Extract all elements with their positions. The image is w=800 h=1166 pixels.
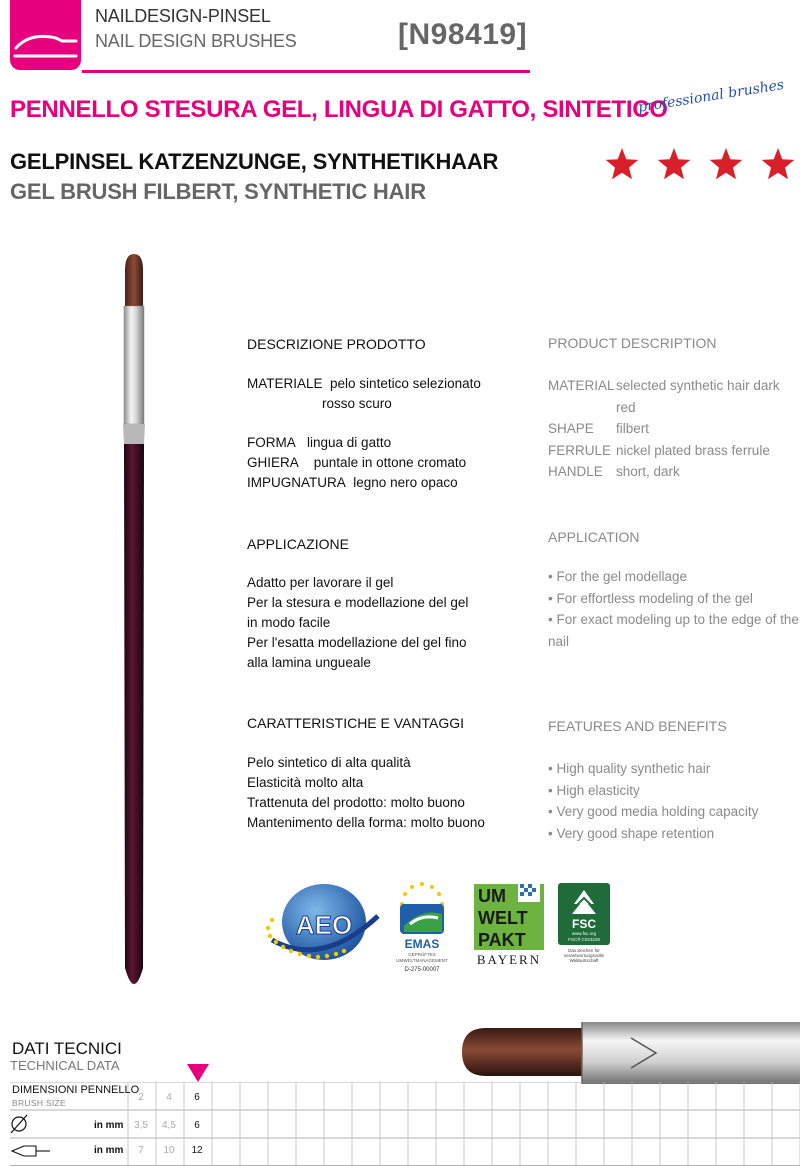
product-code: [N98419]	[398, 18, 528, 51]
list-item: • High quality synthetic hair	[548, 761, 711, 776]
material-value-en: selected synthetic hair dark	[616, 378, 780, 393]
fsc-note-2: verantwortungsvolle	[563, 953, 605, 958]
umweltpakt-bayern-logo	[472, 880, 546, 968]
fsc-note-1: Das Zeichen für	[568, 948, 600, 953]
list-item: Adatto per lavorare il gel	[247, 575, 394, 590]
emas-text: EMAS	[404, 937, 440, 951]
selected-size-marker-icon	[186, 1063, 210, 1083]
material-value-it: pelo sintetico selezionato	[330, 376, 481, 391]
diameter-value-selected: 6	[194, 1120, 200, 1131]
fsc-text: FSC	[572, 917, 596, 931]
properties-en	[548, 375, 780, 483]
size-value: 2	[138, 1092, 144, 1103]
brand-logo	[10, 0, 81, 70]
list-item: nail	[548, 633, 570, 649]
handle-value-en: short, dark	[616, 464, 680, 479]
application-heading-it: APPLICAZIONE	[247, 536, 349, 552]
features-list-it	[247, 753, 485, 833]
length-unit: in mm	[94, 1145, 124, 1156]
brush-closeup-image	[456, 1018, 800, 1090]
ferrule-key-en: FERRULE	[548, 442, 612, 458]
list-item: • Very good media holding capacity	[548, 804, 759, 819]
header-category-de: NAILDESIGN-PINSEL	[95, 6, 271, 26]
umwelt-text-2: WELT	[478, 908, 528, 928]
umwelt-text-3: PAKT	[478, 930, 526, 950]
list-item: Mantenimento della forma: molto buono	[247, 815, 485, 830]
title-italian: PENNELLO STESURA GEL, LINGUA DI GATTO, SINTETICO	[10, 96, 668, 123]
fsc-logo	[556, 880, 614, 968]
star-icon	[762, 148, 795, 179]
handle-key-it: IMPUGNATURA	[247, 475, 346, 490]
professional-brushes-tagline: professional brushes	[637, 76, 786, 116]
handle-value-it: legno nero opaco	[353, 475, 458, 490]
shape-value-it: lingua di gatto	[307, 435, 392, 450]
list-item: • Very good shape retention	[548, 825, 715, 841]
emas-id: D-275-00007	[404, 967, 440, 973]
list-item: Per la stesura e modellazione del gel	[247, 595, 469, 610]
aeo-logo	[262, 880, 382, 966]
application-heading-en: APPLICATION	[548, 529, 640, 545]
list-item: Trattenuta del prodotto: molto buono	[247, 795, 465, 810]
list-item: in modo facile	[247, 615, 331, 630]
fsc-note-3: Waldwirtschaft	[569, 958, 599, 963]
application-list-en	[548, 566, 799, 652]
list-item: alla lamina ungueale	[247, 655, 371, 670]
fsc-id: FSC® C023228	[568, 937, 600, 942]
emas-sub2: UMWELTMANAGEMENT	[396, 958, 448, 963]
material-value-it-2: rosso scuro	[322, 396, 392, 411]
shape-value-en: filbert	[616, 421, 650, 436]
brush-size-label: DIMENSIONI PENNELLO	[12, 1084, 140, 1096]
emas-sub1: GEPRÜFTES	[408, 952, 436, 957]
ferrule-value-it: puntale in ottone cromato	[313, 455, 467, 470]
header-divider	[82, 70, 530, 73]
star-icon	[658, 148, 691, 179]
handle-key-en: HANDLE	[548, 464, 603, 479]
application-list-it	[247, 573, 468, 673]
length-value: 10	[163, 1145, 175, 1156]
features-list-en	[548, 758, 758, 844]
diameter-icon	[11, 1115, 27, 1133]
star-icon	[710, 148, 743, 179]
material-value-en-2: red	[616, 399, 636, 415]
list-item: • For exact modeling up to the edge of the	[548, 612, 799, 627]
ferrule-value-en: nickel plated brass ferrule	[616, 442, 770, 458]
star-icon	[606, 148, 639, 179]
description-heading-en: PRODUCT DESCRIPTION	[548, 335, 717, 351]
list-item: Pelo sintetico di alta qualità	[247, 755, 411, 770]
aeo-text: AEO	[295, 910, 353, 940]
list-item: Per l'esatta modellazione del gel fino	[247, 635, 467, 650]
material-it	[247, 374, 481, 414]
description-heading-it: DESCRIZIONE PRODOTTO	[247, 336, 426, 352]
properties-it	[247, 433, 466, 493]
list-item: Elasticità molto alta	[247, 775, 364, 790]
technical-data-title: DATI TECNICI	[12, 1039, 122, 1058]
features-heading-en: FEATURES AND BENEFITS	[548, 718, 727, 734]
diameter-value: 3,5	[134, 1120, 148, 1131]
diameter-unit: in mm	[94, 1120, 124, 1131]
umwelt-text-4: BAYERN	[476, 952, 542, 967]
brush-product-image	[112, 248, 152, 998]
list-item: • High elasticity	[548, 782, 640, 798]
features-heading-it: CARATTERISTICHE E VANTAGGI	[247, 715, 465, 731]
diameter-value: 4,5	[162, 1120, 176, 1131]
material-key-it: MATERIALE	[247, 376, 323, 391]
rating-stars	[604, 145, 800, 185]
ferrule-key-it: GHIERA	[247, 455, 299, 470]
brush-size-sublabel: BRUSH SIZE	[12, 1098, 67, 1108]
umwelt-text-1: UM	[478, 886, 506, 906]
length-value-selected: 12	[191, 1145, 203, 1156]
fsc-web: www.fsc.org	[571, 931, 597, 936]
material-key-en: MATERIAL	[548, 378, 615, 393]
length-icon	[12, 1146, 50, 1156]
emas-logo	[392, 880, 452, 975]
list-item: • For effortless modeling of the gel	[548, 590, 753, 606]
technical-data-subtitle: TECHNICAL DATA	[10, 1058, 120, 1073]
title-german: GELPINSEL KATZENZUNGE, SYNTHETIKHAAR	[10, 149, 499, 174]
size-value: 4	[166, 1092, 172, 1103]
title-english: GEL BRUSH FILBERT, SYNTHETIC HAIR	[10, 179, 426, 204]
header-category-en: NAIL DESIGN BRUSHES	[95, 31, 297, 51]
shape-key-it: FORMA	[247, 435, 296, 450]
list-item: • For the gel modellage	[548, 569, 688, 584]
length-value: 7	[138, 1145, 144, 1156]
shape-key-en: SHAPE	[548, 421, 594, 436]
size-value-selected: 6	[194, 1092, 200, 1103]
